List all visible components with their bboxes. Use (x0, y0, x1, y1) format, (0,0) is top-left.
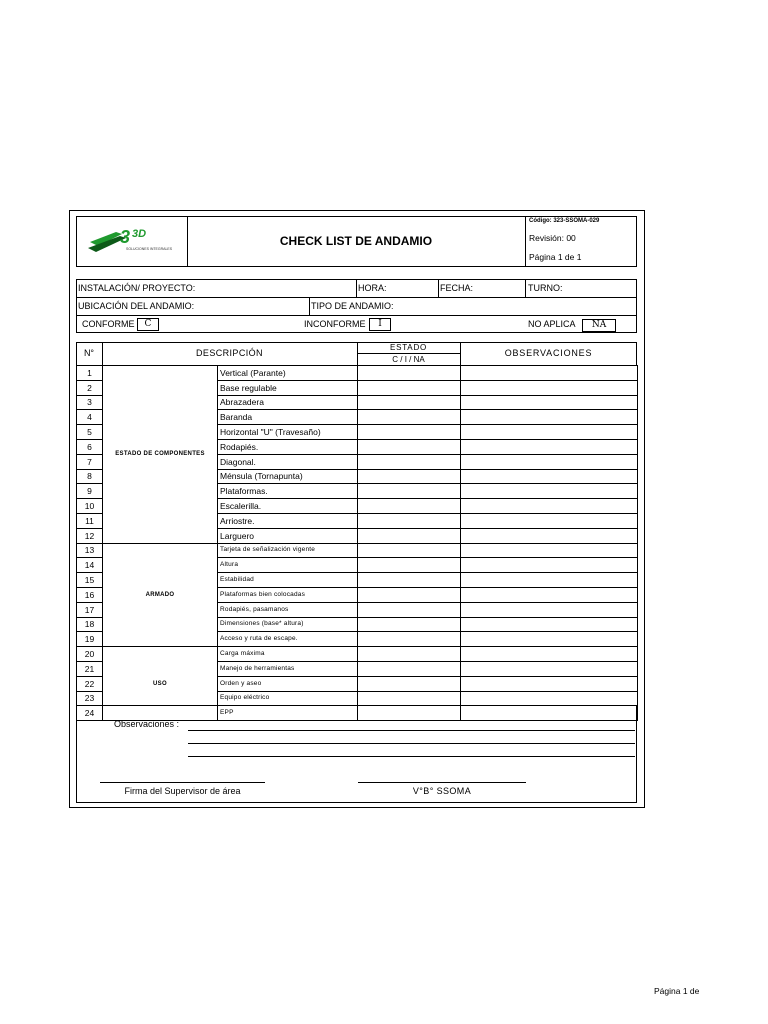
item-description: Escalerilla. (218, 499, 358, 514)
item-description: Plataformas bien colocadas (218, 587, 358, 602)
observation-cell[interactable] (461, 499, 638, 514)
item-description: Acceso y ruta de escape. (218, 632, 358, 647)
item-number: 19 (77, 632, 103, 647)
svg-text:SOLUCIONES INTEGRALES: SOLUCIONES INTEGRALES (126, 247, 173, 251)
item-number: 16 (77, 587, 103, 602)
observations-line (188, 756, 635, 757)
page-footer: Página 1 de (654, 986, 700, 996)
table-row (77, 647, 638, 662)
item-number: 22 (77, 676, 103, 691)
observation-cell[interactable] (461, 691, 638, 706)
item-number: 5 (77, 425, 103, 440)
supervisor-sign-label: Firma del Supervisor de área (124, 786, 241, 796)
item-description: Estabilidad (218, 573, 358, 588)
svg-text:3D: 3D (132, 228, 147, 240)
location-label: UBICACIÓN DEL ANDAMIO: (78, 301, 195, 311)
item-number: 15 (77, 573, 103, 588)
col-state-header: ESTADO (389, 343, 428, 352)
item-number: 9 (77, 484, 103, 499)
observation-cell[interactable] (461, 439, 638, 454)
state-cell[interactable] (358, 543, 461, 558)
state-cell[interactable] (358, 410, 461, 425)
observation-cell[interactable] (461, 484, 638, 499)
state-cell[interactable] (358, 469, 461, 484)
item-description: Manejo de herramientas (218, 661, 358, 676)
item-description: Vertical (Parante) (218, 366, 358, 381)
item-description: Abrazadera (218, 395, 358, 410)
item-description: Horizontal "U" (Travesaño) (218, 425, 358, 440)
inconforme-label: INCONFORME (304, 319, 366, 329)
item-number: 12 (77, 528, 103, 543)
checklist-table (76, 365, 638, 721)
state-cell[interactable] (358, 513, 461, 528)
item-number: 18 (77, 617, 103, 632)
state-cell[interactable] (358, 661, 461, 676)
observation-cell[interactable] (461, 632, 638, 647)
state-cell[interactable] (358, 558, 461, 573)
state-cell[interactable] (358, 528, 461, 543)
item-number: 24 (77, 706, 103, 721)
item-description: Diagonal. (218, 454, 358, 469)
observation-cell[interactable] (461, 617, 638, 632)
conforme-label: CONFORME (82, 319, 135, 329)
table-row (77, 543, 638, 558)
company-logo (86, 224, 176, 254)
observations-label: Observaciones : (114, 719, 180, 729)
observation-cell[interactable] (461, 661, 638, 676)
state-cell[interactable] (358, 425, 461, 440)
item-description: Baranda (218, 410, 358, 425)
observations-line (188, 730, 635, 731)
observation-cell[interactable] (461, 395, 638, 410)
state-cell[interactable] (358, 366, 461, 381)
state-cell[interactable] (358, 602, 461, 617)
item-description: Ménsula (Tornapunta) (218, 469, 358, 484)
svg-text:3: 3 (120, 227, 131, 247)
observation-cell[interactable] (461, 647, 638, 662)
item-number: 23 (77, 691, 103, 706)
observation-cell[interactable] (461, 573, 638, 588)
shift-label: TURNO: (528, 283, 563, 293)
item-description: Rodapiés. (218, 439, 358, 454)
item-description: Orden y aseo (218, 676, 358, 691)
document-title: CHECK LIST DE ANDAMIO (279, 234, 433, 248)
observation-cell[interactable] (461, 410, 638, 425)
item-number: 2 (77, 380, 103, 395)
observation-cell[interactable] (461, 558, 638, 573)
observation-cell[interactable] (461, 528, 638, 543)
col-num-header: N° (83, 348, 95, 358)
item-description: Plataformas. (218, 484, 358, 499)
ssoma-sign-label: V°B° SSOMA (412, 786, 472, 796)
item-number: 7 (77, 454, 103, 469)
item-description: Altura (218, 558, 358, 573)
state-cell[interactable] (358, 587, 461, 602)
observation-cell[interactable] (461, 602, 638, 617)
state-cell[interactable] (358, 484, 461, 499)
installation-label: INSTALACIÓN/ PROYECTO: (78, 283, 196, 293)
item-description: Arriostre. (218, 513, 358, 528)
group-label: USO (103, 647, 218, 721)
type-label: TIPO DE ANDAMIO: (311, 301, 394, 311)
item-number: 11 (77, 513, 103, 528)
item-number: 4 (77, 410, 103, 425)
observation-cell[interactable] (461, 366, 638, 381)
ssoma-sign-line (358, 782, 526, 783)
state-cell[interactable] (358, 380, 461, 395)
item-description: Dimensiones (base* altura) (218, 617, 358, 632)
item-description: EPP (218, 706, 358, 721)
document-code: Código: 323-SSOMA-029 (529, 218, 600, 224)
item-number: 14 (77, 558, 103, 573)
item-description: Rodapiés, pasamanos (218, 602, 358, 617)
item-description: Base regulable (218, 380, 358, 395)
item-number: 10 (77, 499, 103, 514)
item-number: 3 (77, 395, 103, 410)
group-label: ARMADO (103, 543, 218, 647)
observation-cell[interactable] (461, 676, 638, 691)
noaplica-label: NO APLICA (528, 319, 576, 329)
item-number: 6 (77, 439, 103, 454)
col-desc-header: DESCRIPCIÓN (196, 348, 263, 358)
observation-cell[interactable] (461, 380, 638, 395)
item-number: 1 (77, 366, 103, 381)
item-description: Carga máxima (218, 647, 358, 662)
document-revision: Revisión: 00 (529, 233, 576, 243)
item-number: 20 (77, 647, 103, 662)
item-number: 21 (77, 661, 103, 676)
item-description: Larguero (218, 528, 358, 543)
document-page: Página 1 de 1 (529, 252, 582, 262)
state-cell[interactable] (358, 691, 461, 706)
state-cell[interactable] (358, 454, 461, 469)
observation-cell[interactable] (461, 454, 638, 469)
table-row (77, 366, 638, 381)
observation-cell[interactable] (461, 469, 638, 484)
state-cell[interactable] (358, 676, 461, 691)
inconforme-code: I (369, 318, 391, 331)
item-number: 13 (77, 543, 103, 558)
item-description: Tarjeta de señalización vigente (218, 543, 358, 558)
item-description: Equipo eléctrico (218, 691, 358, 706)
date-label: FECHA: (440, 283, 474, 293)
col-obs-header: OBSERVACIONES (504, 348, 593, 358)
observation-cell[interactable] (461, 513, 638, 528)
state-cell[interactable] (358, 647, 461, 662)
observation-cell[interactable] (461, 543, 638, 558)
noaplica-code: NA (582, 319, 616, 332)
conforme-code: C (137, 318, 159, 331)
state-cell[interactable] (358, 617, 461, 632)
observation-cell[interactable] (461, 587, 638, 602)
state-cell[interactable] (358, 439, 461, 454)
supervisor-sign-line (100, 782, 265, 783)
col-state-subheader: C / I / NA (392, 355, 425, 364)
state-cell[interactable] (358, 632, 461, 647)
state-cell[interactable] (358, 395, 461, 410)
group-label: ESTADO DE COMPONENTES (103, 366, 218, 544)
observations-line (188, 743, 635, 744)
hour-label: HORA: (358, 283, 387, 293)
item-number: 8 (77, 469, 103, 484)
item-number: 17 (77, 602, 103, 617)
observation-cell[interactable] (461, 425, 638, 440)
state-cell[interactable] (358, 573, 461, 588)
state-cell[interactable] (358, 499, 461, 514)
